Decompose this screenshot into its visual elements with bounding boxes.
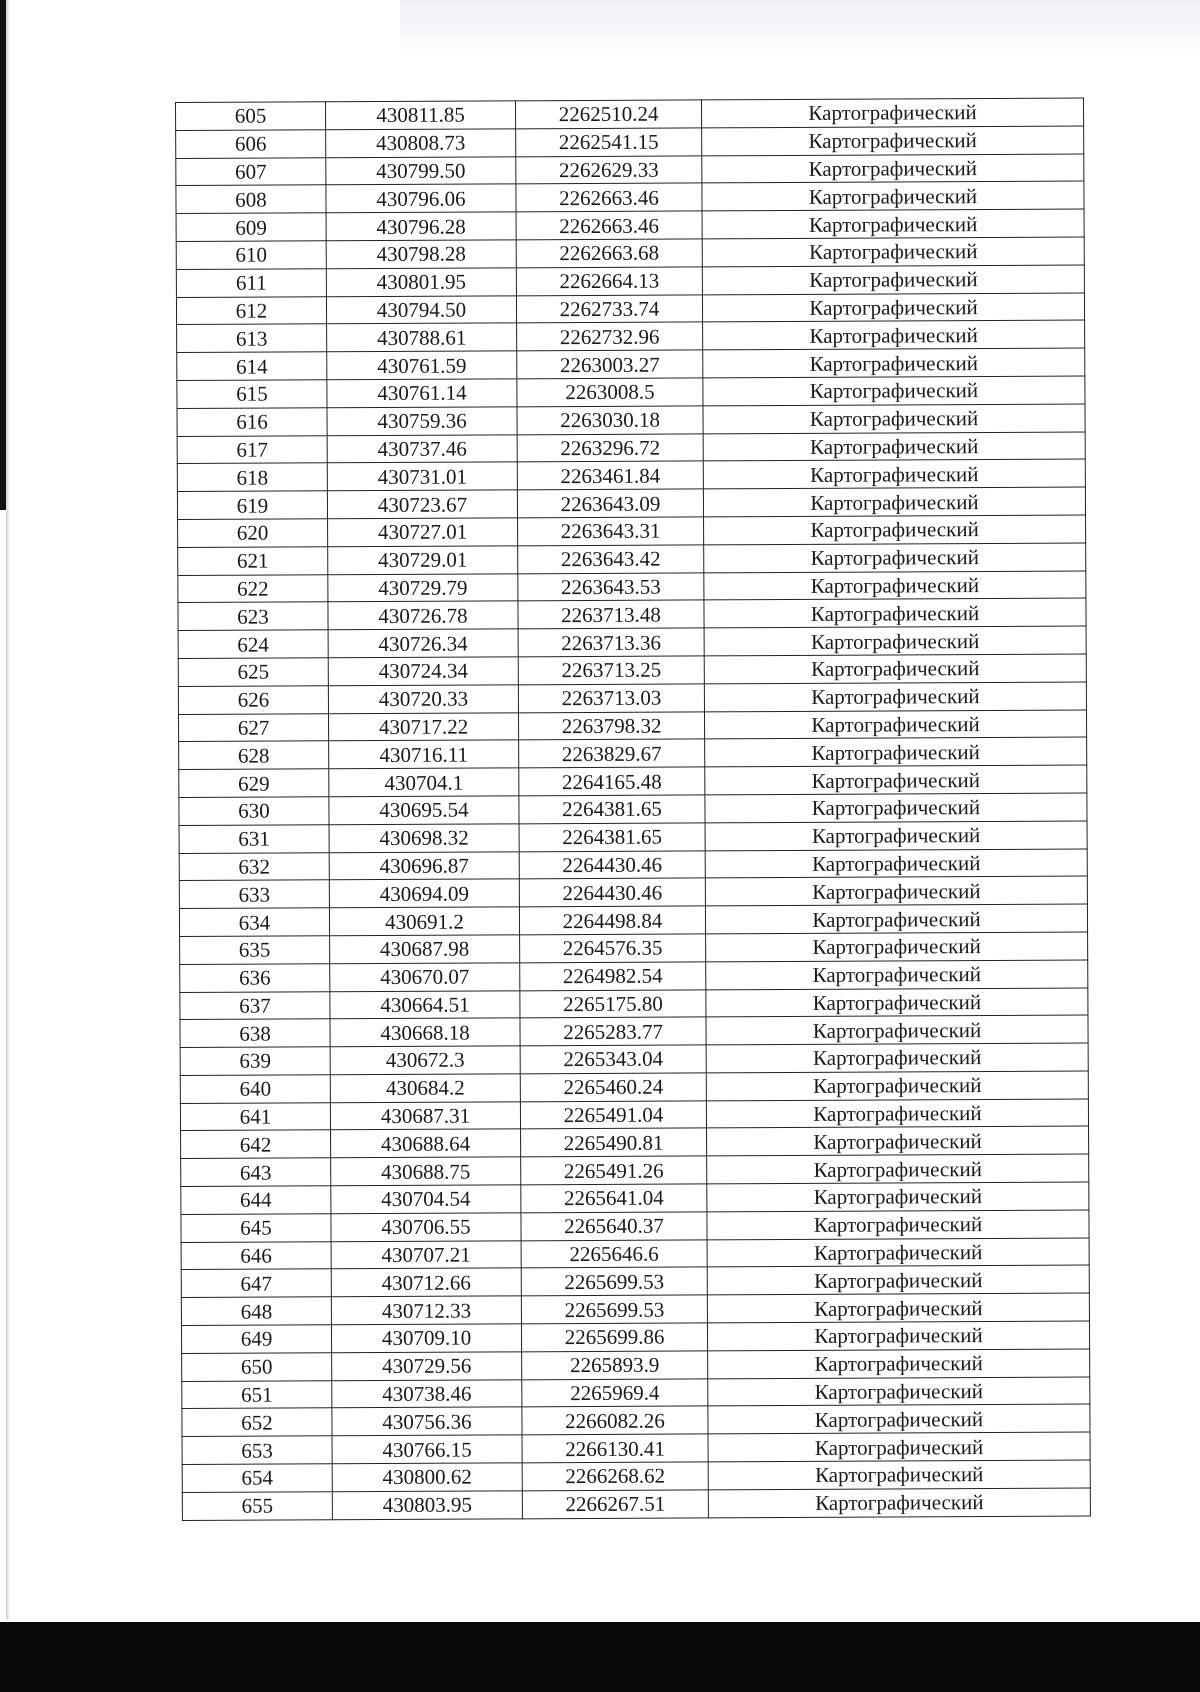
method-cell: Картографический (704, 598, 1086, 628)
method-cell: Картографический (704, 682, 1086, 712)
x-coordinate-cell: 430684.2 (330, 1074, 520, 1103)
method-cell: Картографический (702, 237, 1084, 267)
method-cell: Картографический (705, 737, 1087, 767)
table-row (180, 960, 1088, 992)
y-coordinate-cell: 2265490.81 (521, 1128, 707, 1157)
x-coordinate-cell: 430691.2 (329, 907, 519, 936)
y-coordinate-cell: 2263008.5 (517, 378, 703, 407)
point-number-cell: 625 (178, 658, 328, 687)
table-row (181, 1210, 1089, 1242)
y-coordinate-cell: 2263296.72 (517, 433, 703, 462)
point-number-cell: 620 (178, 519, 328, 548)
table-row (179, 821, 1087, 853)
point-number-cell: 655 (182, 1492, 332, 1521)
coordinates-table (175, 98, 1091, 1521)
table-row (178, 543, 1086, 575)
table-row (179, 876, 1087, 908)
point-number-cell: 617 (177, 435, 327, 464)
method-cell: Картографический (707, 1182, 1089, 1212)
table-row (182, 1488, 1090, 1520)
x-coordinate-cell: 430808.73 (326, 129, 516, 158)
table-row (180, 1015, 1088, 1047)
point-number-cell: 633 (179, 880, 329, 909)
point-number-cell: 628 (179, 741, 329, 770)
method-cell: Картографический (706, 932, 1088, 962)
method-cell: Картографический (702, 293, 1084, 323)
y-coordinate-cell: 2262663.46 (516, 183, 702, 212)
point-number-cell: 643 (181, 1158, 331, 1187)
y-coordinate-cell: 2262732.96 (517, 322, 703, 351)
point-number-cell: 644 (181, 1186, 331, 1215)
x-coordinate-cell: 430706.55 (331, 1213, 521, 1242)
point-number-cell: 641 (180, 1102, 330, 1131)
coordinates-table-body (176, 98, 1091, 1520)
y-coordinate-cell: 2262629.33 (516, 156, 702, 185)
table-row (177, 487, 1085, 519)
method-cell: Картографический (701, 98, 1083, 128)
y-coordinate-cell: 2264381.65 (519, 795, 705, 824)
x-coordinate-cell: 430756.36 (332, 1407, 522, 1436)
y-coordinate-cell: 2263643.53 (518, 572, 704, 601)
x-coordinate-cell: 430796.06 (326, 184, 516, 213)
method-cell: Картографический (702, 265, 1084, 295)
scan-left-shadow (6, 0, 10, 1620)
y-coordinate-cell: 2264430.46 (519, 850, 705, 879)
x-coordinate-cell: 430717.22 (328, 712, 518, 741)
method-cell: Картографический (703, 459, 1085, 489)
point-number-cell: 613 (177, 324, 327, 353)
x-coordinate-cell: 430729.79 (328, 573, 518, 602)
y-coordinate-cell: 2263713.25 (518, 656, 704, 685)
point-number-cell: 649 (181, 1325, 331, 1354)
table-row (180, 1099, 1088, 1131)
method-cell: Картографический (706, 1043, 1088, 1073)
table-row (179, 737, 1087, 769)
method-cell: Картографический (708, 1432, 1090, 1462)
table-row (178, 598, 1086, 630)
point-number-cell: 623 (178, 602, 328, 631)
x-coordinate-cell: 430707.21 (331, 1240, 521, 1269)
point-number-cell: 646 (181, 1241, 331, 1270)
point-number-cell: 608 (176, 185, 326, 214)
method-cell: Картографический (708, 1349, 1090, 1379)
y-coordinate-cell: 2263003.27 (517, 350, 703, 379)
method-cell: Картографический (702, 154, 1084, 184)
y-coordinate-cell: 2263643.42 (518, 545, 704, 574)
method-cell: Картографический (703, 432, 1085, 462)
x-coordinate-cell: 430731.01 (327, 462, 517, 491)
method-cell: Картографический (707, 1210, 1089, 1240)
table-row (179, 849, 1087, 881)
table-row (177, 404, 1085, 436)
table-row (180, 988, 1088, 1020)
table-row (177, 459, 1085, 491)
method-cell: Картографический (705, 765, 1087, 795)
x-coordinate-cell: 430704.54 (331, 1185, 521, 1214)
x-coordinate-cell: 430698.32 (329, 824, 519, 853)
method-cell: Картографический (706, 960, 1088, 990)
y-coordinate-cell: 2262541.15 (516, 128, 702, 157)
point-number-cell: 654 (182, 1464, 332, 1493)
x-coordinate-cell: 430712.33 (331, 1296, 521, 1325)
y-coordinate-cell: 2263713.03 (518, 684, 704, 713)
table-row (181, 1321, 1089, 1353)
method-cell: Картографический (703, 487, 1085, 517)
table-row (177, 348, 1085, 380)
method-cell: Картографический (703, 404, 1085, 434)
table-row (177, 376, 1085, 408)
point-number-cell: 647 (181, 1269, 331, 1298)
point-number-cell: 605 (176, 102, 326, 131)
table-row (176, 154, 1084, 186)
point-number-cell: 611 (176, 269, 326, 298)
method-cell: Картографический (702, 181, 1084, 211)
y-coordinate-cell: 2266268.62 (522, 1462, 708, 1491)
x-coordinate-cell: 430687.31 (330, 1102, 520, 1131)
table-row (182, 1432, 1090, 1464)
point-number-cell: 607 (176, 157, 326, 186)
method-cell: Картографический (706, 1099, 1088, 1129)
table-row (181, 1127, 1089, 1159)
table-row (177, 432, 1085, 464)
table-row (179, 793, 1087, 825)
method-cell: Картографический (706, 1071, 1088, 1101)
x-coordinate-cell: 430801.95 (326, 268, 516, 297)
x-coordinate-cell: 430688.75 (331, 1157, 521, 1186)
y-coordinate-cell: 2262664.13 (516, 267, 702, 296)
table-row (176, 126, 1084, 158)
x-coordinate-cell: 430803.95 (332, 1491, 522, 1520)
x-coordinate-cell: 430664.51 (330, 990, 520, 1019)
y-coordinate-cell: 2266267.51 (522, 1490, 708, 1519)
point-number-cell: 615 (177, 380, 327, 409)
table-row (178, 571, 1086, 603)
point-number-cell: 626 (178, 685, 328, 714)
scan-top-tint (400, 0, 1200, 60)
table-row (176, 237, 1084, 269)
table-row (176, 209, 1084, 241)
x-coordinate-cell: 430794.50 (326, 295, 516, 324)
method-cell: Картографический (707, 1266, 1089, 1296)
y-coordinate-cell: 2263461.84 (517, 461, 703, 490)
y-coordinate-cell: 2262663.46 (516, 211, 702, 240)
point-number-cell: 610 (176, 241, 326, 270)
x-coordinate-cell: 430709.10 (331, 1324, 521, 1353)
y-coordinate-cell: 2265491.26 (521, 1156, 707, 1185)
table-row (179, 765, 1087, 797)
point-number-cell: 624 (178, 630, 328, 659)
y-coordinate-cell: 2264576.35 (520, 934, 706, 963)
point-number-cell: 640 (180, 1075, 330, 1104)
method-cell: Картографический (704, 515, 1086, 545)
y-coordinate-cell: 2263798.32 (518, 711, 704, 740)
method-cell: Картографический (702, 209, 1084, 239)
table-row (179, 904, 1087, 936)
point-number-cell: 632 (179, 852, 329, 881)
method-cell: Картографический (704, 626, 1086, 656)
table-row (176, 293, 1084, 325)
y-coordinate-cell: 2263713.36 (518, 628, 704, 657)
x-coordinate-cell: 430766.15 (332, 1435, 522, 1464)
y-coordinate-cell: 2264165.48 (519, 767, 705, 796)
method-cell: Картографический (708, 1377, 1090, 1407)
y-coordinate-cell: 2265969.4 (522, 1379, 708, 1408)
x-coordinate-cell: 430738.46 (332, 1379, 522, 1408)
point-number-cell: 648 (181, 1297, 331, 1326)
y-coordinate-cell: 2265460.24 (520, 1073, 706, 1102)
point-number-cell: 634 (179, 908, 329, 937)
point-number-cell: 609 (176, 213, 326, 242)
method-cell: Картографический (706, 1015, 1088, 1045)
y-coordinate-cell: 2265699.53 (521, 1267, 707, 1296)
point-number-cell: 639 (180, 1047, 330, 1076)
point-number-cell: 650 (182, 1353, 332, 1382)
y-coordinate-cell: 2265641.04 (521, 1184, 707, 1213)
x-coordinate-cell: 430737.46 (327, 434, 517, 463)
method-cell: Картографический (703, 320, 1085, 350)
y-coordinate-cell: 2264498.84 (519, 906, 705, 935)
point-number-cell: 637 (180, 991, 330, 1020)
y-coordinate-cell: 2266082.26 (522, 1406, 708, 1435)
x-coordinate-cell: 430726.34 (328, 629, 518, 658)
x-coordinate-cell: 430726.78 (328, 601, 518, 630)
method-cell: Картографический (705, 876, 1087, 906)
table-row (182, 1377, 1090, 1409)
method-cell: Картографический (704, 543, 1086, 573)
y-coordinate-cell: 2263643.09 (517, 489, 703, 518)
y-coordinate-cell: 2265699.53 (521, 1295, 707, 1324)
x-coordinate-cell: 430788.61 (327, 323, 517, 352)
y-coordinate-cell: 2266130.41 (522, 1434, 708, 1463)
method-cell: Картографический (705, 904, 1087, 934)
point-number-cell: 651 (182, 1380, 332, 1409)
method-cell: Картографический (705, 821, 1087, 851)
table-row (182, 1460, 1090, 1492)
method-cell: Картографический (706, 988, 1088, 1018)
y-coordinate-cell: 2263829.67 (519, 739, 705, 768)
x-coordinate-cell: 430800.62 (332, 1463, 522, 1492)
point-number-cell: 631 (179, 824, 329, 853)
point-number-cell: 645 (181, 1214, 331, 1243)
method-cell: Картографический (705, 849, 1087, 879)
x-coordinate-cell: 430670.07 (330, 963, 520, 992)
method-cell: Картографический (707, 1293, 1089, 1323)
y-coordinate-cell: 2264381.65 (519, 823, 705, 852)
point-number-cell: 622 (178, 574, 328, 603)
method-cell: Картографический (708, 1488, 1090, 1518)
table-row (178, 710, 1086, 742)
table-row (180, 1043, 1088, 1075)
x-coordinate-cell: 430704.1 (329, 768, 519, 797)
point-number-cell: 642 (181, 1130, 331, 1159)
table-row (178, 682, 1086, 714)
y-coordinate-cell: 2263030.18 (517, 406, 703, 435)
table-row (180, 932, 1088, 964)
x-coordinate-cell: 430687.98 (330, 935, 520, 964)
y-coordinate-cell: 2265491.04 (520, 1101, 706, 1130)
x-coordinate-cell: 430672.3 (330, 1046, 520, 1075)
point-number-cell: 619 (177, 491, 327, 520)
x-coordinate-cell: 430723.67 (327, 490, 517, 519)
x-coordinate-cell: 430724.34 (328, 657, 518, 686)
method-cell: Картографический (702, 126, 1084, 156)
y-coordinate-cell: 2263713.48 (518, 600, 704, 629)
table-row (181, 1238, 1089, 1270)
x-coordinate-cell: 430712.66 (331, 1268, 521, 1297)
point-number-cell: 612 (176, 296, 326, 325)
y-coordinate-cell: 2265893.9 (522, 1351, 708, 1380)
point-number-cell: 621 (178, 547, 328, 576)
x-coordinate-cell: 430668.18 (330, 1018, 520, 1047)
method-cell: Картографический (704, 654, 1086, 684)
y-coordinate-cell: 2262663.68 (516, 239, 702, 268)
method-cell: Картографический (705, 793, 1087, 823)
point-number-cell: 627 (178, 713, 328, 742)
point-number-cell: 629 (179, 769, 329, 798)
y-coordinate-cell: 2262510.24 (515, 100, 701, 129)
y-coordinate-cell: 2265640.37 (521, 1212, 707, 1241)
x-coordinate-cell: 430720.33 (328, 685, 518, 714)
method-cell: Картографический (707, 1238, 1089, 1268)
y-coordinate-cell: 2264982.54 (520, 962, 706, 991)
x-coordinate-cell: 430694.09 (329, 879, 519, 908)
point-number-cell: 618 (177, 463, 327, 492)
table-row (178, 626, 1086, 658)
point-number-cell: 636 (180, 963, 330, 992)
y-coordinate-cell: 2265175.80 (520, 989, 706, 1018)
y-coordinate-cell: 2265343.04 (520, 1045, 706, 1074)
y-coordinate-cell: 2264430.46 (519, 878, 705, 907)
x-coordinate-cell: 430727.01 (328, 518, 518, 547)
point-number-cell: 606 (176, 130, 326, 159)
point-number-cell: 652 (182, 1408, 332, 1437)
method-cell: Картографический (703, 376, 1085, 406)
point-number-cell: 630 (179, 797, 329, 826)
table-row (176, 265, 1084, 297)
y-coordinate-cell: 2263643.31 (518, 517, 704, 546)
method-cell: Картографический (707, 1321, 1089, 1351)
x-coordinate-cell: 430759.36 (327, 407, 517, 436)
point-number-cell: 638 (180, 1019, 330, 1048)
table-row (181, 1293, 1089, 1325)
point-number-cell: 635 (180, 936, 330, 965)
x-coordinate-cell: 430796.28 (326, 212, 516, 241)
table-row (178, 515, 1086, 547)
method-cell: Картографический (703, 348, 1085, 378)
table-row (178, 654, 1086, 686)
method-cell: Картографический (707, 1127, 1089, 1157)
table-row (182, 1404, 1090, 1436)
x-coordinate-cell: 430695.54 (329, 796, 519, 825)
table-row (176, 181, 1084, 213)
table-row (182, 1349, 1090, 1381)
coordinates-table-wrapper (175, 98, 1091, 1521)
x-coordinate-cell: 430761.59 (327, 351, 517, 380)
y-coordinate-cell: 2265646.6 (521, 1240, 707, 1269)
table-row (181, 1266, 1089, 1298)
y-coordinate-cell: 2265699.86 (521, 1323, 707, 1352)
method-cell: Картографический (708, 1404, 1090, 1434)
x-coordinate-cell: 430811.85 (326, 101, 516, 130)
method-cell: Картографический (707, 1154, 1089, 1184)
x-coordinate-cell: 430799.50 (326, 156, 516, 185)
x-coordinate-cell: 430798.28 (326, 240, 516, 269)
y-coordinate-cell: 2262733.74 (516, 295, 702, 324)
table-row (176, 98, 1084, 130)
point-number-cell: 653 (182, 1436, 332, 1465)
method-cell: Картографический (708, 1460, 1090, 1490)
x-coordinate-cell: 430696.87 (329, 851, 519, 880)
x-coordinate-cell: 430729.56 (332, 1352, 522, 1381)
x-coordinate-cell: 430716.11 (329, 740, 519, 769)
table-row (181, 1182, 1089, 1214)
x-coordinate-cell: 430688.64 (331, 1129, 521, 1158)
x-coordinate-cell: 430761.14 (327, 379, 517, 408)
point-number-cell: 616 (177, 408, 327, 437)
table-row (181, 1154, 1089, 1186)
table-row (177, 320, 1085, 352)
scan-bottom-bar (0, 1622, 1200, 1692)
y-coordinate-cell: 2265283.77 (520, 1017, 706, 1046)
method-cell: Картографический (704, 710, 1086, 740)
x-coordinate-cell: 430729.01 (328, 546, 518, 575)
table-row (180, 1071, 1088, 1103)
point-number-cell: 614 (177, 352, 327, 381)
method-cell: Картографический (704, 571, 1086, 601)
